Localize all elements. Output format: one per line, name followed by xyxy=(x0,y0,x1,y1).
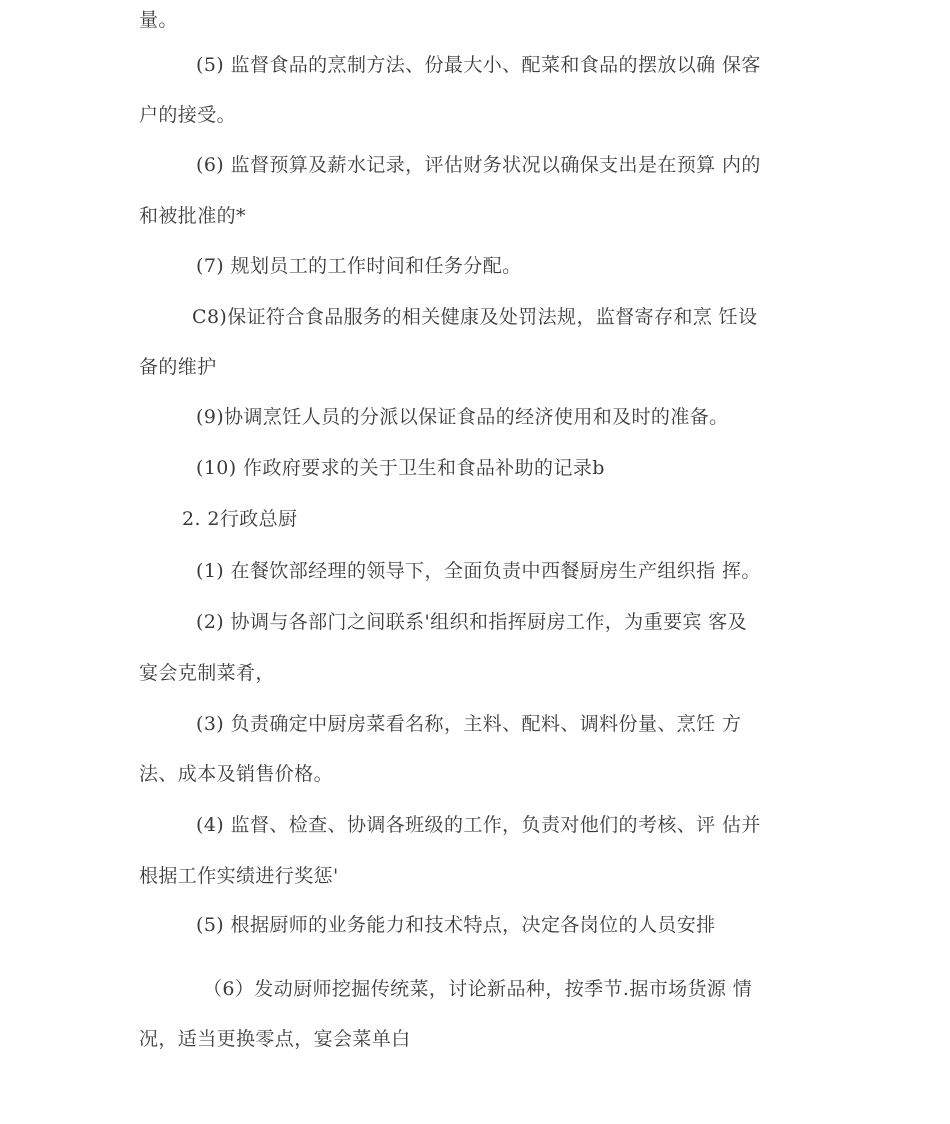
item-7-line-1: (7) 规划员工的工作时间和任务分配。 xyxy=(196,255,522,277)
chef-item-2-line-1: (2) 协调与各部门之间联系'组织和指挥厨房工作，为重要宾 客及 xyxy=(196,611,748,633)
chef-item-5-line-1: (5) 根据厨师的业务能力和技术特点，决定各岗位的人员安排 xyxy=(196,914,716,936)
chef-item-4-line-1: (4) 监督、检查、协调各班级的工作，负责对他们的考核、评 估并 xyxy=(196,814,761,836)
item-10-line-1: (10) 作政府要求的关于卫生和食品补助的记录b xyxy=(196,457,605,479)
chef-item-4-line-2: 根据工作实绩进行奖惩' xyxy=(139,865,339,887)
item-9-line-1: (9)协调烹饪人员的分派以保证食品的经济使用和及时的准备。 xyxy=(196,406,729,428)
section-heading: 2. 2行政总厨 xyxy=(182,508,298,530)
chef-item-3-line-1: (3) 负责确定中厨房菜看名称，主料、配料、调料份量、烹饪 方 xyxy=(196,713,742,735)
chef-item-3-line-2: 法、成本及销售价格。 xyxy=(139,763,334,785)
chef-item-1-line-1: (1) 在餐饮部经理的领导下，全面负责中西餐厨房生产组织指 挥。 xyxy=(196,560,761,582)
text-line-continuation: 量。 xyxy=(139,9,178,31)
item-5-line-1: (5) 监督食品的烹制方法、份最大小、配菜和食品的摆放以确 保客 xyxy=(196,54,761,76)
chef-item-6-line-1: （6）发动厨师挖掘传统菜，讨论新品种，按季节.据市场货源 情 xyxy=(203,978,753,1000)
item-8-line-1: C8)保证符合食品服务的相关健康及处罚法规，监督寄存和烹 饪设 xyxy=(192,306,758,328)
chef-item-2-line-2: 宴会克制菜肴， xyxy=(139,662,275,684)
item-6-line-1: (6) 监督预算及薪水记录，评估财务状况以确保支出是在预算 内的 xyxy=(196,154,761,176)
item-6-line-2: 和被批准的* xyxy=(139,205,246,227)
item-5-line-2: 户的接受。 xyxy=(139,104,237,126)
item-8-line-2: 备的维护 xyxy=(139,356,217,378)
chef-item-6-line-2: 况，适当更换零点，宴会菜单白 xyxy=(139,1028,411,1050)
